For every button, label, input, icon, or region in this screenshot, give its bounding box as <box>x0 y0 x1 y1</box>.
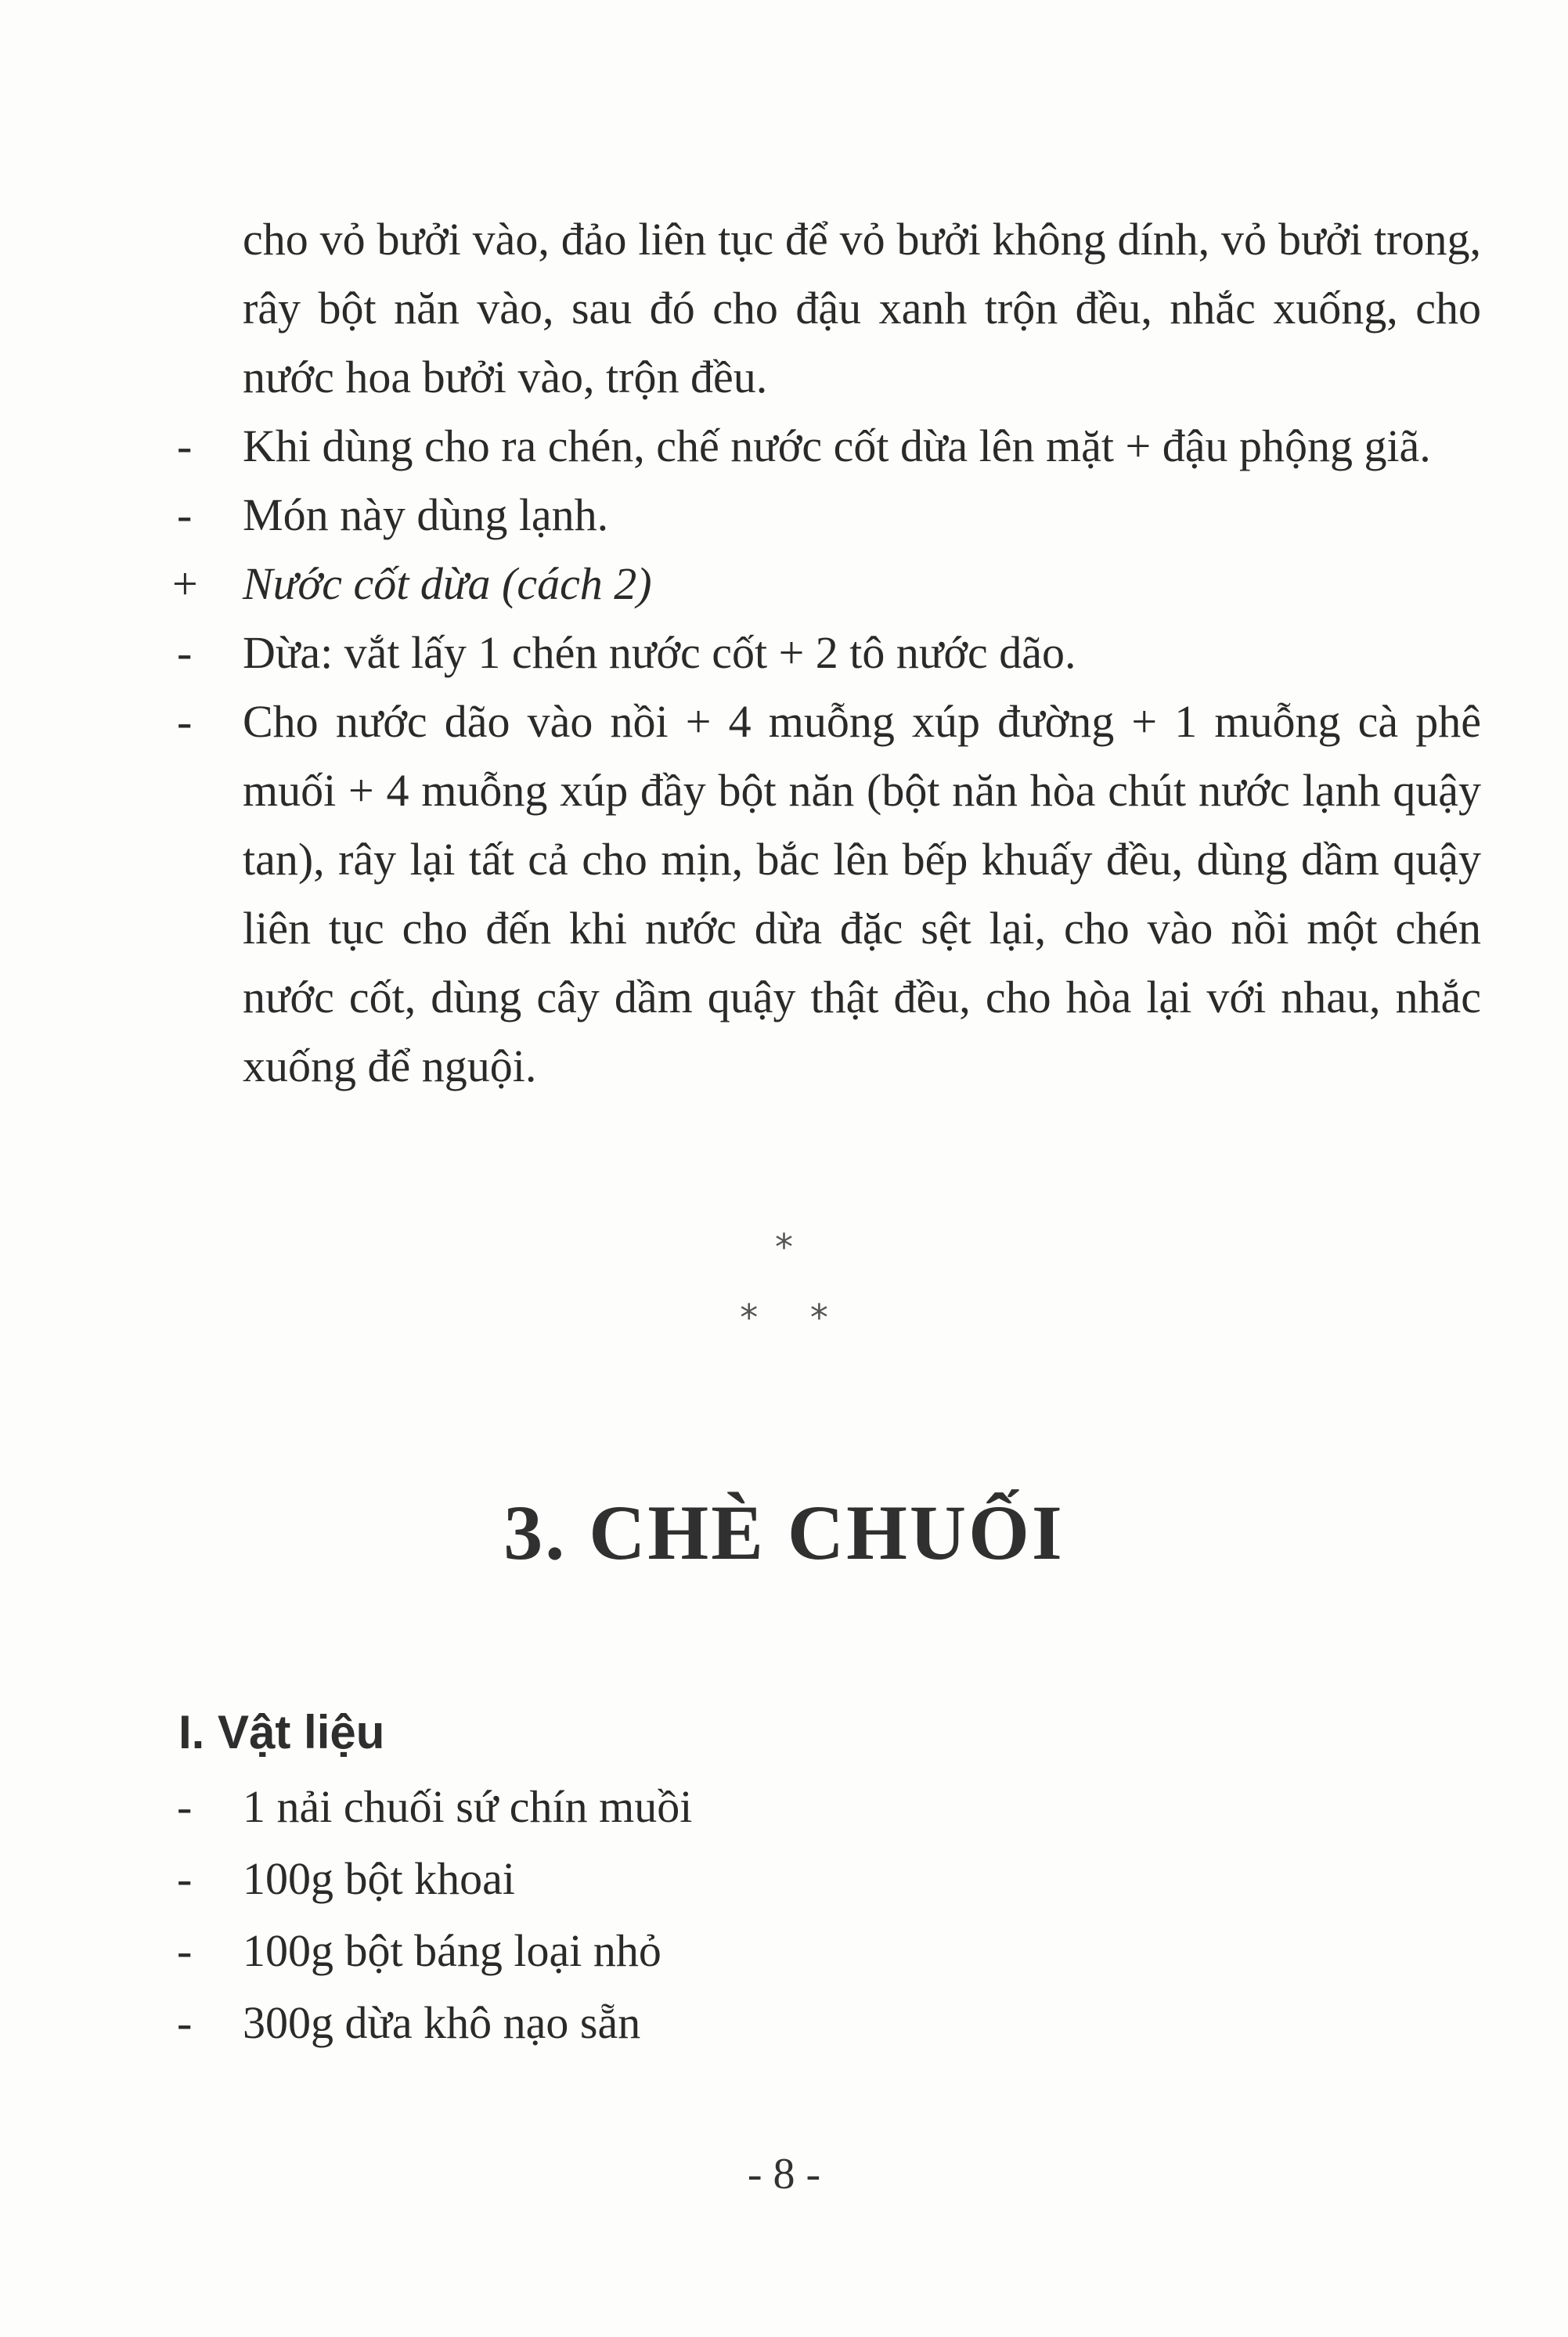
list-item <box>166 1771 1481 1843</box>
body-paragraph-3 <box>166 481 1481 550</box>
subsection-title: Nước cốt dừa (cách 2) <box>243 558 652 609</box>
body-paragraph-2 <box>166 412 1481 481</box>
list-item <box>166 1915 1481 1987</box>
dash-marker: - <box>177 627 193 678</box>
separator-bottom <box>0 1297 1568 1339</box>
ingredient-text: 1 nải chuối sứ chín muồi <box>243 1781 693 1832</box>
star-icon: * <box>775 1226 793 1268</box>
star-icon: * <box>809 1297 828 1339</box>
section-title: 3. CHÈ CHUỐI <box>503 1489 1065 1576</box>
dash-marker: - <box>177 420 193 471</box>
dash-marker: - <box>177 1925 193 1976</box>
dash-marker: - <box>177 696 193 747</box>
materials-heading: I. Vật liệu <box>178 1706 385 1758</box>
dash-marker: - <box>177 1853 193 1904</box>
list-item <box>166 1843 1481 1915</box>
body-text <box>166 205 1481 1101</box>
ingredient-text: 300g dừa khô nạo sẵn <box>243 1997 641 2048</box>
list-item <box>166 1987 1481 2059</box>
paragraph-text: Khi dùng cho ra chén, chế nước cốt dừa lên mặt + đậu phộng giã. <box>243 420 1431 471</box>
paragraph-text: Món này dùng lạnh. <box>243 489 609 540</box>
page-number: - 8 - <box>747 2150 821 2198</box>
paragraph-text: Cho nước dão vào nồi + 4 muỗng xúp đường + 1 muỗng cà phê muối + 4 muỗng xúp đầy bột năn (bột năn hòa chút nước lạnh quậy tan), rây lại tất cả cho mịn, bắc lên bếp khuấy đều, dùng dầm quậy liên tục cho đến khi nước dừa đặc sệt lại, cho vào nồi một chén nước cốt, dùng cây dầm quậy thật đều, cho hòa lại với nhau, nhắc xuống để nguội. <box>243 696 1481 1091</box>
plus-marker: + <box>172 558 198 609</box>
dash-marker: - <box>177 489 193 540</box>
body-paragraph-5 <box>166 619 1481 687</box>
ingredient-list <box>166 1771 1481 2059</box>
body-paragraph-1 <box>166 205 1481 412</box>
star-icon: * <box>740 1297 759 1339</box>
separator-top <box>0 1226 1568 1268</box>
dash-marker: - <box>177 1781 193 1832</box>
ingredient-text: 100g bột báng loại nhỏ <box>243 1925 661 1976</box>
body-paragraph-6 <box>166 687 1481 1101</box>
paragraph-text: Dừa: vắt lấy 1 chén nước cốt + 2 tô nước dão. <box>243 627 1076 678</box>
body-paragraph-4 <box>166 550 1481 619</box>
paragraph-text: cho vỏ bưởi vào, đảo liên tục để vỏ bưởi không dính, vỏ bưởi trong, rây bột năn vào, sau đó cho đậu xanh trộn đều, nhắc xuống, cho nước hoa bưởi vào, trộn đều. <box>243 214 1481 402</box>
dash-marker: - <box>177 1997 193 2048</box>
ingredient-text: 100g bột khoai <box>243 1853 515 1904</box>
